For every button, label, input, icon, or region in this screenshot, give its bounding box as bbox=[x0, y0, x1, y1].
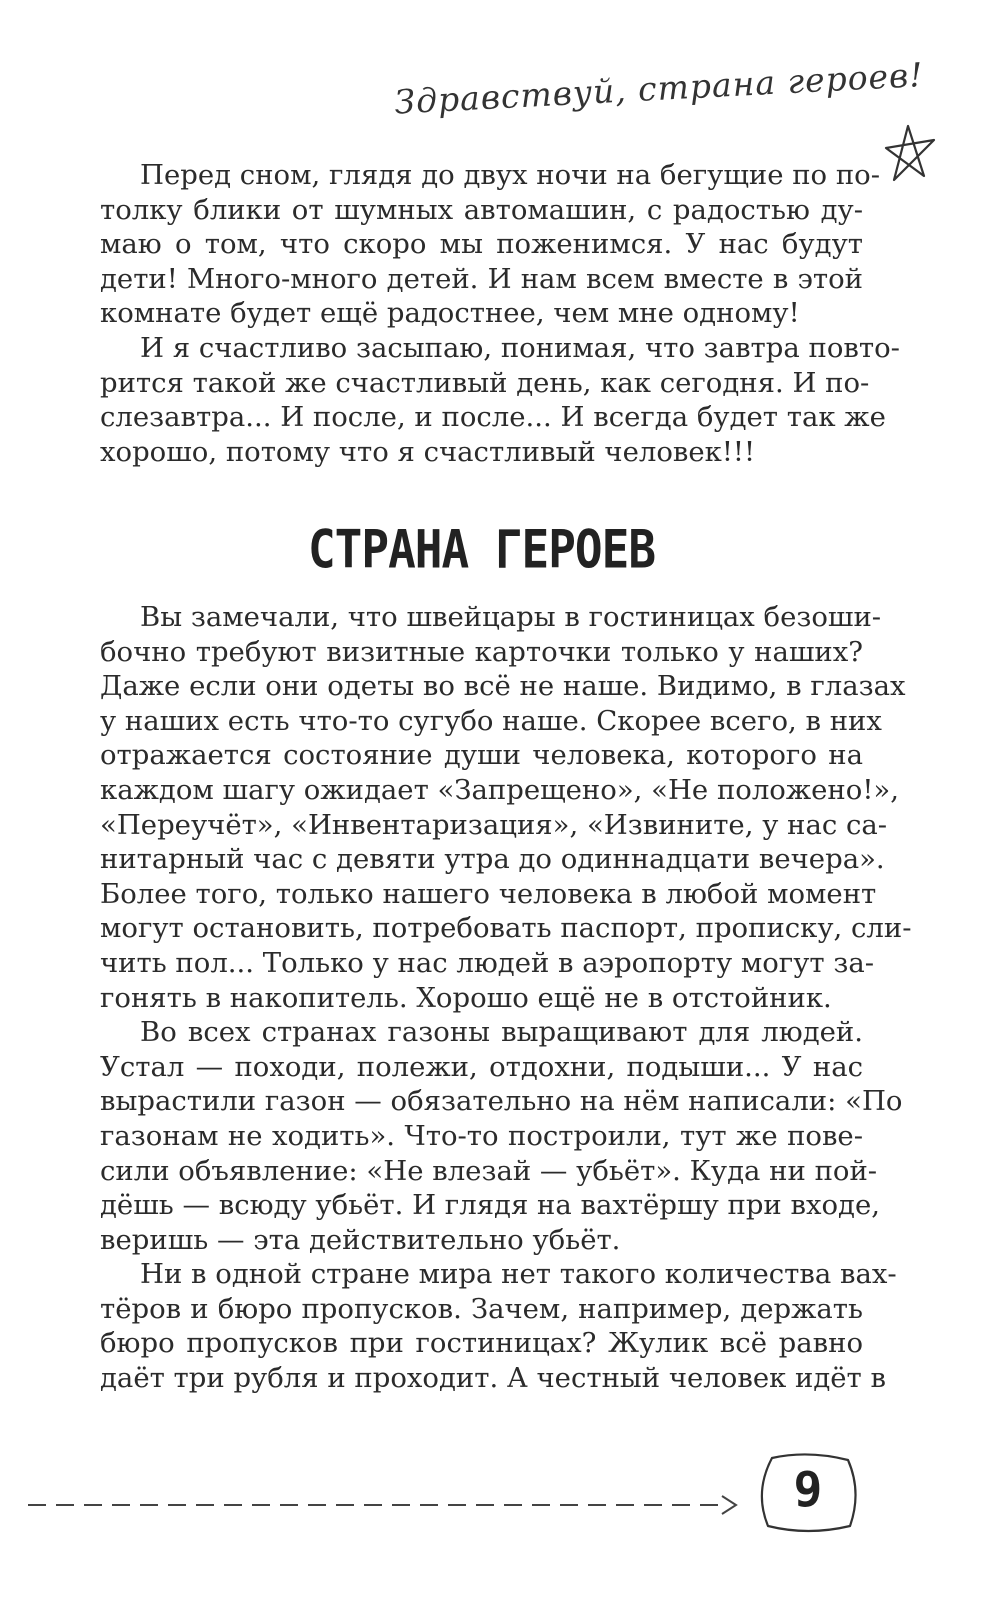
text-line: Вы замечали, что швейцары в гостиницах безоши- bbox=[140, 601, 882, 633]
page-number: 9 bbox=[793, 1462, 823, 1518]
paragraph-block-top bbox=[100, 158, 900, 469]
text-line: вырастили газон — обязательно на нём написали: «По bbox=[100, 1085, 903, 1118]
text-line: бочно требуют визитные карточки только у наших? bbox=[100, 635, 863, 668]
text-line: хорошо, потому что я счастливый человек!!! bbox=[100, 435, 755, 468]
text-line: слезавтра... И после, и после... И всегда будет так же bbox=[100, 401, 886, 434]
text-line: даёт три рубля и проходит. А честный человек идёт в bbox=[100, 1362, 886, 1395]
text-line: Во всех странах газоны выращивают для людей. bbox=[140, 1016, 863, 1049]
text-line: Устал — походи, полежи, отдохни, подыши... У нас bbox=[100, 1050, 863, 1083]
text-line: дёшь — всюду убьёт. И глядя на вахтёршу при входе, bbox=[100, 1189, 880, 1222]
text-line: толку блики от шумных автомашин, с радостью ду- bbox=[100, 193, 863, 226]
text-line: гонять в накопитель. Хорошо ещё не в отстойник. bbox=[100, 981, 832, 1014]
text-line: нитарный час с девяти утра до одиннадцати вечера». bbox=[100, 843, 885, 876]
text-line: могут остановить, потребовать паспорт, прописку, сли- bbox=[100, 912, 912, 945]
text-line: сили объявление: «Не влезай — убьёт». Куда ни пой- bbox=[100, 1154, 878, 1187]
text-line: Перед сном, глядя до двух ночи на бегущие по по- bbox=[140, 159, 881, 191]
text-line: маю о том, что скоро мы поженимся. У нас будут bbox=[100, 228, 863, 261]
text-line: Более того, только нашего человека в любой момент bbox=[100, 877, 877, 910]
text-line: бюро пропусков при гостиницах? Жулик всё равно bbox=[100, 1327, 863, 1360]
text-line: чить пол... Только у нас людей в аэропорту могут за- bbox=[100, 946, 875, 979]
text-line: веришь — эта действительно убьёт. bbox=[100, 1223, 621, 1256]
text-line: у наших есть что-то сугубо наше. Скорее всего, в них bbox=[100, 704, 882, 737]
section-title: СТРАНА ГЕРОЕВ bbox=[307, 517, 656, 581]
text-line: тёров и бюро пропусков. Зачем, например, держать bbox=[100, 1292, 863, 1325]
text-line: газонам не ходить». Что-то построили, тут же пове- bbox=[100, 1119, 863, 1152]
text-line: рится такой же счастливый день, как сегодня. И по- bbox=[100, 366, 870, 399]
text-line: И я счастливо засыпаю, понимая, что завтра повто- bbox=[140, 331, 900, 364]
text-line: каждом шагу ожидает «Запрещено», «Не положено!», bbox=[100, 773, 899, 806]
handwritten-header: Здравствуй, страна героев! bbox=[393, 54, 925, 122]
text-line: Даже если они одеты во всё не наше. Видимо, в глазах bbox=[100, 670, 906, 703]
paragraph-block-main bbox=[100, 600, 912, 1396]
text-line: «Переучёт», «Инвентаризация», «Извините, у нас са- bbox=[100, 808, 888, 841]
text-line: комнате будет ещё радостнее, чем мне одному! bbox=[100, 297, 800, 330]
star-icon bbox=[872, 118, 944, 190]
dashed-arrow-icon bbox=[28, 1490, 748, 1520]
text-line: отражается состояние души человека, которого на bbox=[100, 739, 863, 772]
text-line: дети! Много-много детей. И нам всем вместе в этой bbox=[100, 262, 863, 295]
text-line: Ни в одной стране мира нет такого количества вах- bbox=[140, 1258, 897, 1291]
